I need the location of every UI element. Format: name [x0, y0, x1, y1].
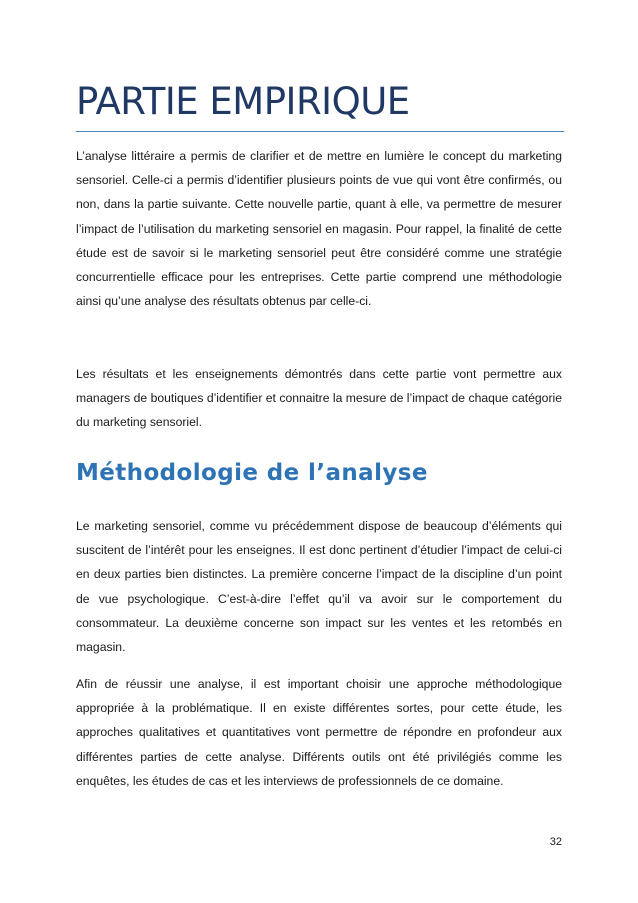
section-title: Méthodologie de l’analyse: [76, 460, 428, 486]
chapter-title: PARTIE EMPIRIQUE: [76, 80, 410, 123]
section-paragraph-2: Afin de réussir une analyse, il est important choisir une approche méthodologique appropriée à la problématique. Il en existe différentes sortes, pour cette étude, les approches qualitatives et quantitatives vont permettre de répondre en profondeur aux différentes parties de cette analyse. Différents outils ont été privilégiés comme les enquêtes, les études de cas et les interviews de professionnels de ce domaine.: [76, 677, 562, 788]
title-underline-divider: [76, 131, 564, 132]
intro-paragraph-2: Les résultats et les enseignements démontrés dans cette partie vont permettre aux managers de boutiques d’identifier et connaitre la mesure de l’impact de chaque catégorie du marketing sensoriel.: [76, 367, 562, 430]
page-number: 32: [549, 836, 562, 848]
section-paragraph-1: Le marketing sensoriel, comme vu précédemment dispose de beaucoup d’éléments qui suscitent de l’intérêt pour les enseignes. Il est donc pertinent d’étudier l’impact de celui-ci en deux parties bien distinctes. La première concerne l’impact de la discipline d’un point de vue psychologique. C’est-à-dire l’effet qu’il va avoir sur le comportement du consommateur. La deuxième concerne son impact sur les ventes et les retombés en magasin.: [76, 519, 562, 655]
intro-paragraph-1: L’analyse littéraire a permis de clarifier et de mettre en lumière le concept du marketing sensoriel. Celle-ci a permis d’identifier plusieurs points de vue qui vont être confirmés, ou non, dans la partie suivante. Cette nouvelle partie, quant à elle, va permettre de mesurer l’impact de l’utilisation du marketing sensoriel en magasin. Pour rappel, la finalité de cette étude est de savoir si le marketing sensoriel peut être considéré comme une stratégie concurrentielle efficace pour les entreprises. Cette partie comprend une méthodologie ainsi qu’une analyse des résultats obtenus par celle-ci.: [76, 149, 562, 309]
